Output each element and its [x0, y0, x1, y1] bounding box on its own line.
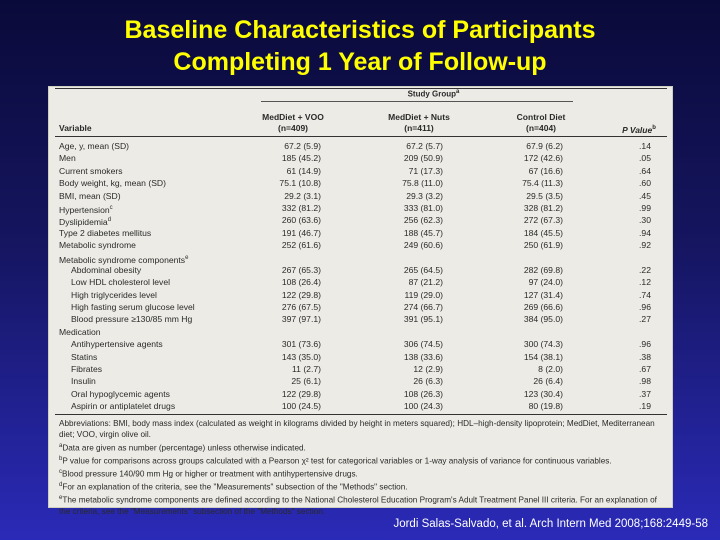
- footnote-d: $^d$For an explanation of the criteria, see the "Measurements" subsection of the "Methods" section.: [59, 481, 408, 492]
- table-row: [49, 227, 674, 239]
- cell-control-diet: 384 (95.0): [523, 314, 563, 325]
- cell-p-value: .92: [639, 240, 651, 251]
- table-row: [49, 252, 674, 264]
- row-label: Insulin: [71, 376, 96, 387]
- cell-p-value: .22: [639, 264, 651, 275]
- cell-meddiet-voo: 191 (46.7): [281, 227, 321, 238]
- cell-meddiet-voo: 61 (14.9): [286, 165, 321, 176]
- cell-control-diet: 250 (61.9): [523, 240, 563, 251]
- col-header-meddiet-nuts: [383, 112, 455, 134]
- cell-meddiet-nuts: 138 (33.6): [403, 351, 443, 362]
- cell-control-diet: 127 (31.4): [523, 289, 563, 300]
- row-label: Metabolic syndrome components$^e$: [59, 254, 189, 265]
- cell-control-diet: 75.4 (11.3): [522, 178, 563, 189]
- cell-control-diet: 328 (81.2): [523, 202, 563, 213]
- cell-p-value: .14: [639, 141, 651, 151]
- title-line-2: Completing 1 Year of Follow-up: [173, 48, 547, 76]
- col2-n: (n=411): [404, 123, 434, 133]
- row-label: High triglycerides level: [71, 289, 157, 300]
- cell-control-diet: 269 (66.6): [523, 302, 563, 313]
- title-line-1: Baseline Characteristics of Participants: [124, 16, 596, 44]
- table-row: [49, 152, 674, 164]
- col3-name: Control Diet: [516, 112, 566, 122]
- cell-meddiet-voo: 75.1 (10.8): [279, 178, 321, 189]
- cell-control-diet: 172 (42.6): [523, 153, 563, 164]
- cell-meddiet-nuts: 71 (17.3): [408, 165, 443, 176]
- row-label: Type 2 diabetes mellitus: [59, 227, 152, 238]
- cell-p-value: .74: [639, 289, 651, 300]
- table-row: [49, 289, 674, 301]
- cell-meddiet-voo: 185 (45.2): [281, 153, 321, 164]
- cell-meddiet-nuts: 209 (50.9): [403, 153, 443, 164]
- col1-name: MedDiet + VOO: [262, 112, 324, 122]
- table-row: [49, 239, 674, 251]
- cell-meddiet-voo: 29.2 (3.1): [284, 190, 321, 201]
- table-row: [49, 375, 674, 387]
- cell-meddiet-nuts: 306 (74.5): [403, 339, 443, 350]
- cell-control-diet: 80 (19.8): [528, 401, 563, 412]
- table-row: [49, 313, 674, 325]
- cell-control-diet: 97 (24.0): [528, 277, 563, 288]
- cell-meddiet-voo: 122 (29.8): [281, 289, 321, 300]
- row-label: Medication: [59, 326, 101, 337]
- cell-meddiet-nuts: 108 (26.3): [403, 388, 443, 399]
- cell-p-value: .38: [639, 351, 651, 362]
- row-label: Fibrates: [71, 364, 103, 375]
- cell-meddiet-nuts: 87 (21.2): [408, 277, 443, 288]
- cell-p-value: .64: [639, 165, 651, 176]
- cell-meddiet-voo: 276 (67.5): [281, 302, 321, 313]
- cell-p-value: .37: [639, 388, 651, 399]
- row-label: Men: [59, 153, 76, 164]
- table-panel: [48, 86, 673, 516]
- cell-meddiet-voo: 143 (35.0): [281, 351, 321, 362]
- row-label: Oral hypoglycemic agents: [71, 388, 170, 399]
- cell-meddiet-voo: 252 (61.6): [281, 240, 321, 251]
- study-group-label: Study Group: [407, 89, 457, 99]
- table-row: [49, 202, 674, 214]
- table-row: [49, 400, 674, 412]
- row-label: Age, y, mean (SD): [59, 141, 130, 151]
- row-footnote-marker: e: [185, 254, 189, 261]
- cell-meddiet-nuts: 119 (29.0): [404, 289, 443, 300]
- row-label: Low HDL cholesterol level: [71, 277, 171, 288]
- study-group-header: [261, 89, 606, 99]
- table-footnotes: [59, 418, 663, 517]
- cell-control-diet: 67.9 (6.2): [526, 141, 563, 151]
- cell-p-value: .98: [639, 376, 651, 387]
- cell-meddiet-voo: 108 (26.4): [281, 277, 321, 288]
- row-footnote-marker: d: [107, 217, 112, 224]
- study-group-rule: [261, 101, 573, 102]
- table-row: [49, 214, 674, 226]
- footnote-e: $^e$The metabolic syndrome components are defined according to the National Cholesterol Education Program's Adult Treatment Panel III criteria. For an explanation of the criteria, see the "Measurements" subsection of the "Methods" section.: [59, 494, 657, 516]
- row-label: High fasting serum glucose level: [71, 302, 195, 313]
- row-label: BMI, mean (SD): [59, 190, 121, 201]
- citation: Jordi Salas-Salvado, et al. Arch Intern Med 2008;168:2449-58: [393, 518, 708, 530]
- row-label: Statins: [71, 351, 98, 362]
- table-row: [49, 190, 674, 202]
- col1-n: (n=409): [278, 123, 308, 133]
- cell-meddiet-voo: 100 (24.5): [281, 401, 321, 412]
- cell-meddiet-voo: 11 (2.7): [292, 364, 321, 375]
- cell-meddiet-voo: 25 (6.1): [291, 376, 321, 387]
- cell-meddiet-voo: 260 (63.6): [281, 215, 321, 226]
- cell-meddiet-nuts: 29.3 (3.2): [406, 190, 443, 201]
- cell-meddiet-nuts: 249 (60.6): [403, 240, 443, 251]
- cell-control-diet: 8 (2.0): [538, 364, 563, 375]
- cell-control-diet: 272 (67.3): [523, 215, 563, 226]
- row-label: Antihypertensive agents: [71, 339, 163, 350]
- cell-meddiet-voo: 67.2 (5.9): [284, 141, 321, 151]
- cell-meddiet-nuts: 274 (66.7): [403, 302, 443, 313]
- row-label: Abdominal obesity: [71, 264, 142, 275]
- cell-meddiet-nuts: 256 (62.3): [403, 215, 443, 226]
- p-value-footnote-marker: b: [652, 125, 656, 131]
- cell-p-value: .67: [639, 364, 651, 375]
- cell-meddiet-nuts: 391 (95.1): [403, 314, 443, 325]
- cell-p-value: .30: [639, 215, 651, 226]
- footnote-a: $^a$Data are given as number (percentage) unless otherwise indicated.: [59, 442, 306, 453]
- cell-control-diet: 29.5 (3.5): [526, 190, 563, 201]
- cell-meddiet-nuts: 265 (64.5): [403, 264, 443, 275]
- table-row: [49, 264, 674, 276]
- table-row: [49, 177, 674, 189]
- row-label: Body weight, kg, mean (SD): [59, 178, 166, 189]
- cell-control-diet: 154 (38.1): [523, 351, 563, 362]
- table-row: [49, 363, 674, 375]
- footnote-abbreviations: Abbreviations: BMI, body mass index (calculated as weight in kilograms divided by height in meters squared); HDL–high-density lipoprotein; MedDiet, Mediterranean diet; VOO, virgin olive oil.: [59, 419, 655, 440]
- table-row: [49, 338, 674, 350]
- cell-meddiet-nuts: 75.8 (11.0): [402, 178, 443, 189]
- cell-control-diet: 184 (45.5): [523, 227, 563, 238]
- footnote-b: $^b$P value for comparisons across groups calculated with a Pearson χ² test for categorical variables or 1-way analysis of variance for continuous variables.: [59, 455, 612, 466]
- cell-control-diet: 26 (6.4): [533, 376, 563, 387]
- row-label: Current smokers: [59, 165, 123, 176]
- cell-p-value: .45: [639, 190, 651, 201]
- table-row: [49, 140, 674, 152]
- table-row: [49, 388, 674, 400]
- col-header-control-diet: [505, 112, 577, 134]
- cell-meddiet-nuts: 67.2 (5.7): [406, 141, 443, 151]
- col3-n: (n=404): [526, 123, 556, 133]
- cell-meddiet-voo: 267 (65.3): [281, 264, 321, 275]
- col-header-p-value: [615, 123, 663, 136]
- cell-meddiet-voo: 122 (29.8): [281, 388, 321, 399]
- cell-p-value: .12: [639, 277, 651, 288]
- row-label: Hypertension$^c$: [59, 204, 113, 215]
- p-value-label: P Value: [622, 124, 653, 135]
- cell-meddiet-voo: 397 (97.1): [281, 314, 321, 325]
- footnote-c: $^c$Blood pressure 140/90 mm Hg or higher or treatment with antihypertensive drugs.: [59, 468, 358, 479]
- slide-title: [0, 14, 720, 78]
- table-row: [49, 351, 674, 363]
- cell-p-value: .96: [639, 302, 651, 313]
- row-label: Dyslipidemia$^d$: [59, 217, 112, 228]
- table-row: [49, 301, 674, 313]
- cell-control-diet: 123 (30.4): [523, 388, 563, 399]
- cell-meddiet-nuts: 12 (2.9): [413, 364, 443, 375]
- row-label: Aspirin or antiplatelet drugs: [71, 401, 176, 412]
- cell-p-value: .94: [639, 227, 651, 238]
- cell-p-value: .05: [639, 153, 651, 164]
- row-footnote-marker: c: [109, 204, 113, 211]
- header-rule: [55, 136, 667, 137]
- table-row: [49, 326, 674, 338]
- cell-meddiet-nuts: 333 (81.0): [403, 202, 443, 213]
- table-body: [49, 140, 674, 413]
- cell-p-value: .19: [639, 401, 651, 412]
- col-header-variable: Variable: [59, 123, 92, 133]
- bottom-rule: [55, 414, 667, 415]
- cell-p-value: .60: [639, 178, 651, 189]
- cell-meddiet-nuts: 188 (45.7): [403, 227, 443, 238]
- cell-p-value: .27: [639, 314, 651, 325]
- cell-meddiet-voo: 301 (73.6): [281, 339, 321, 350]
- cell-p-value: .96: [639, 339, 651, 350]
- cell-meddiet-nuts: 100 (24.3): [403, 401, 443, 412]
- table-row: [49, 276, 674, 288]
- cell-meddiet-voo: 332 (81.2): [281, 202, 321, 213]
- cell-meddiet-nuts: 26 (6.3): [413, 376, 443, 387]
- col-header-meddiet-voo: [257, 112, 329, 134]
- table-row: [49, 165, 674, 177]
- col2-name: MedDiet + Nuts: [388, 112, 450, 122]
- cell-control-diet: 67 (16.6): [528, 165, 563, 176]
- cell-control-diet: 300 (74.3): [523, 339, 563, 350]
- cell-p-value: .99: [639, 202, 651, 213]
- cell-control-diet: 282 (69.8): [523, 264, 563, 275]
- row-label: Metabolic syndrome: [59, 240, 136, 251]
- study-group-footnote-marker: a: [456, 89, 460, 95]
- row-label: Blood pressure ≥130/85 mm Hg: [71, 314, 193, 325]
